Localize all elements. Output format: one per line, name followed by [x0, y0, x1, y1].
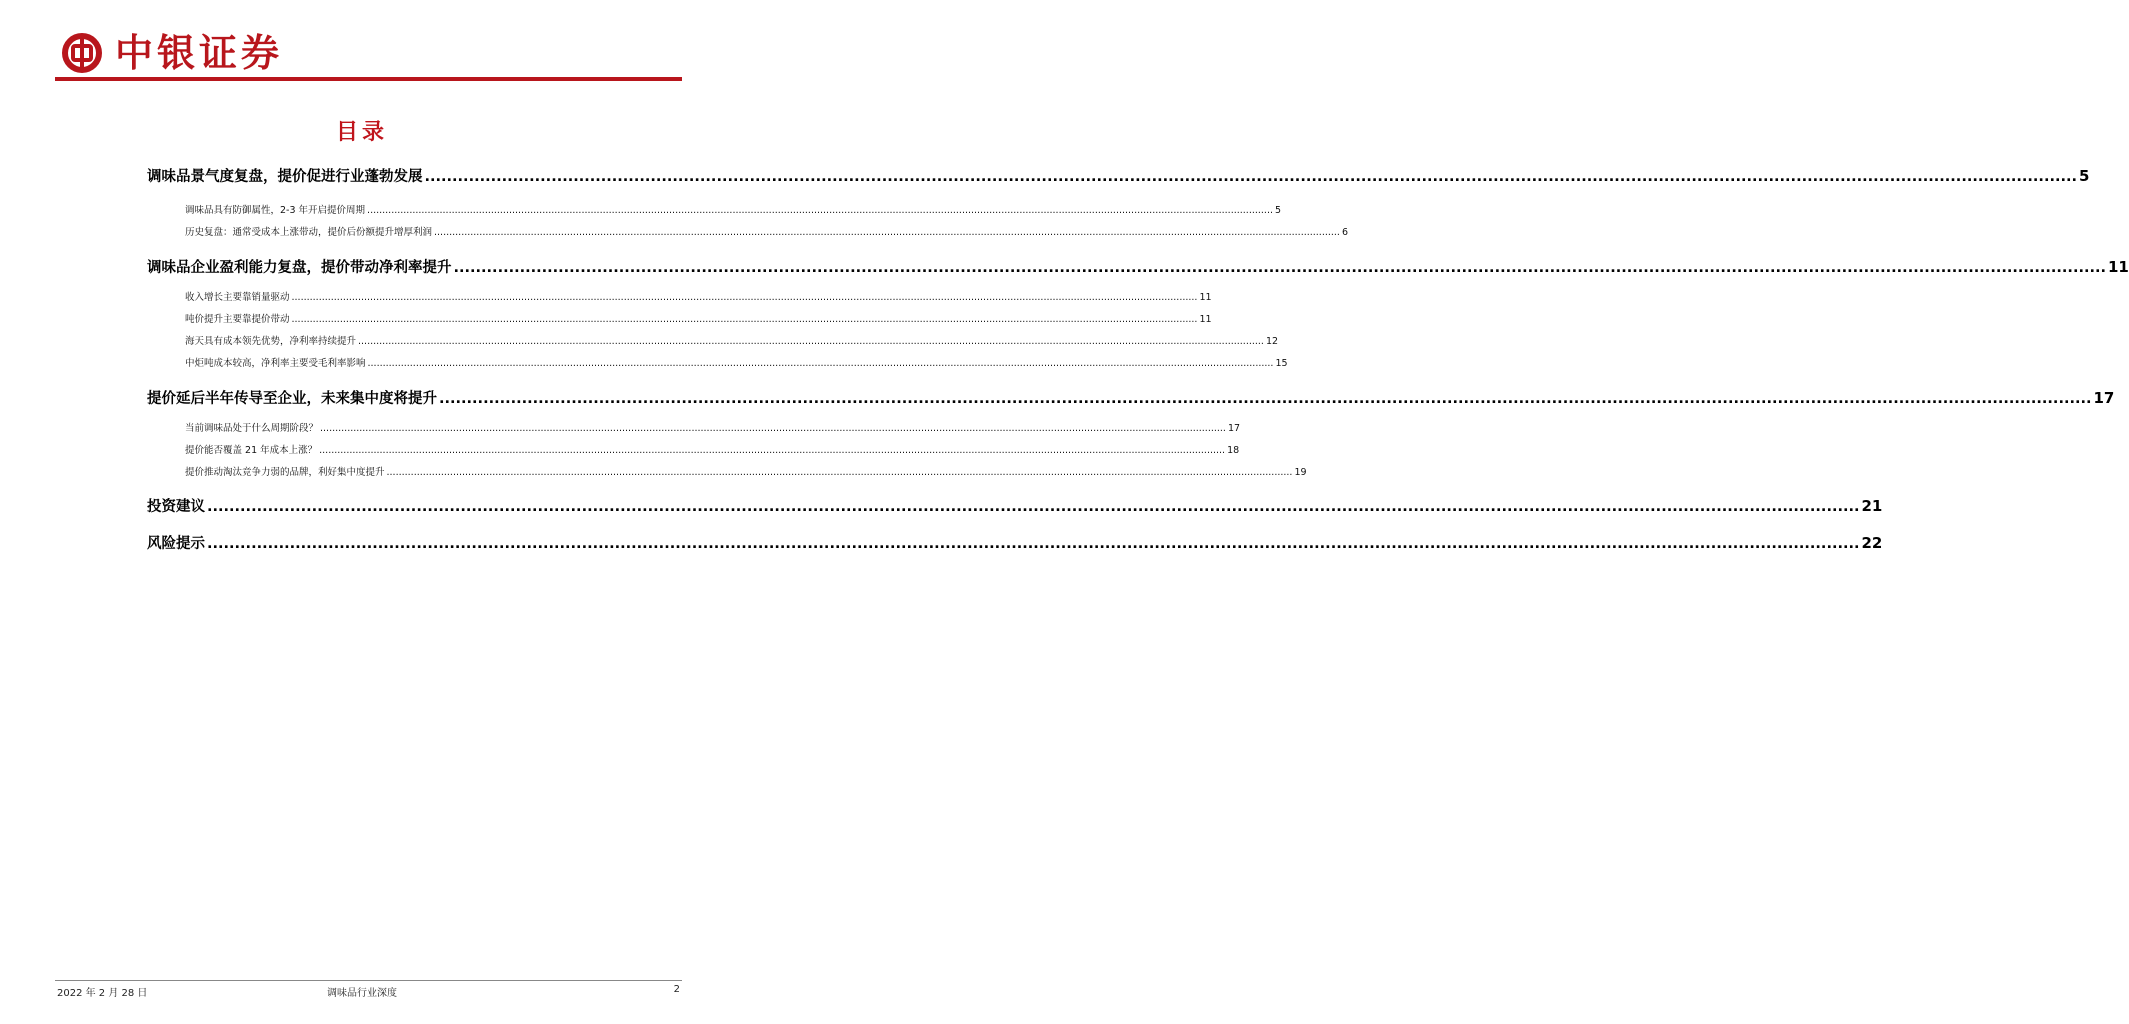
- toc-entry-page: 5: [1274, 205, 1282, 216]
- toc-subsection-entry[interactable]: [147, 464, 1307, 478]
- toc-entry-page: 17: [1227, 423, 1241, 434]
- toc-entry-label: 提价推动淘汰竞争力弱的品牌，利好集中度提升: [185, 467, 385, 478]
- toc-subsection-entry[interactable]: [147, 333, 1279, 347]
- toc-entry-label: 历史复盘：通常受成本上涨带动，提价后份额提升增厚利润: [185, 227, 433, 238]
- toc-entry-label: 提价能否覆盖 21 年成本上涨？: [185, 445, 318, 456]
- toc-leader-dots: ............................................................................................................................................................................................................................................................................................................: [358, 336, 1264, 347]
- toc-entry-label: 提价延后半年传导至企业，未来集中度将提升: [147, 391, 437, 407]
- toc-entry-page: 21: [1861, 497, 1883, 515]
- footer-date: 2022 年 2 月 28 日: [57, 988, 148, 999]
- toc-entry-page: 15: [1275, 358, 1288, 369]
- toc-subsection-entry[interactable]: [147, 442, 1240, 456]
- footer-page-number: 2: [673, 984, 680, 995]
- toc-entry-label: 当前调味品处于什么周期阶段？: [185, 423, 319, 434]
- toc-leader-dots: ............................................................................................................................................................................................................................................................................................................: [207, 536, 1860, 552]
- header-divider: [55, 77, 682, 81]
- toc-entry-page: 12: [1265, 336, 1279, 347]
- toc-leader-dots: ............................................................................................................................................................................................................................................................................................................: [367, 205, 1273, 216]
- toc-subsection-entry[interactable]: [147, 224, 1348, 238]
- toc-entry-label: 风险提示: [147, 536, 205, 552]
- toc-entry-label: 吨价提升主要靠提价带动: [185, 314, 290, 325]
- toc-leader-dots: ............................................................................................................................................................................................................................................................................................................: [386, 467, 1293, 478]
- toc-section-entry[interactable]: [147, 532, 1883, 553]
- toc-leader-dots: ............................................................................................................................................................................................................................................................................................................: [367, 358, 1274, 369]
- toc-leader-dots: ............................................................................................................................................................................................................................................................................................................: [434, 227, 1340, 238]
- toc-entry-label: 调味品具有防御属性，2-3 年开启提价周期: [185, 205, 366, 216]
- toc-entry-page: 22: [1861, 534, 1883, 552]
- toc-leader-dots: ............................................................................................................................................................................................................................................................................................................: [207, 499, 1860, 515]
- toc-title: 目录: [335, 120, 388, 145]
- toc-leader-dots: ............................................................................................................................................................................................................................................................................................................: [424, 169, 2077, 185]
- toc-section-entry[interactable]: [147, 165, 2090, 186]
- toc-entry-label: 收入增长主要靠销量驱动: [185, 292, 290, 303]
- toc-subsection-entry[interactable]: [147, 202, 1282, 216]
- toc-entry-page: 6: [1341, 227, 1348, 238]
- toc-entry-page: 5: [2079, 167, 2090, 185]
- toc-leader-dots: ............................................................................................................................................................................................................................................................................................................: [453, 260, 2106, 276]
- bank-of-china-logo-icon: [61, 32, 103, 74]
- toc-leader-dots: ............................................................................................................................................................................................................................................................................................................: [439, 391, 2092, 407]
- toc-subsection-entry[interactable]: [147, 289, 1212, 303]
- footer-report-title: 调味品行业深度: [327, 988, 397, 999]
- footer-divider: [55, 980, 682, 981]
- toc-subsection-entry[interactable]: [147, 311, 1212, 325]
- toc-leader-dots: ............................................................................................................................................................................................................................................................................................................: [319, 445, 1226, 456]
- toc-section-entry[interactable]: [147, 495, 1883, 516]
- toc-entry-label: 中炬吨成本较高，净利率主要受毛利率影响: [185, 358, 366, 369]
- toc-subsection-entry[interactable]: [147, 355, 1288, 369]
- brand-name: 中银证券: [115, 30, 284, 75]
- toc-entry-page: 11: [1199, 292, 1212, 303]
- toc-entry-label: 调味品企业盈利能力复盘，提价带动净利率提升: [147, 260, 452, 276]
- toc-entry-page: 19: [1294, 467, 1307, 478]
- toc-entry-page: 11: [1199, 314, 1212, 325]
- toc-entry-label: 投资建议: [147, 499, 205, 515]
- toc-leader-dots: ............................................................................................................................................................................................................................................................................................................: [291, 314, 1198, 325]
- toc-leader-dots: ............................................................................................................................................................................................................................................................................................................: [320, 423, 1226, 434]
- toc-entry-page: 18: [1227, 445, 1240, 456]
- toc-subsection-entry[interactable]: [147, 420, 1241, 434]
- toc-leader-dots: ............................................................................................................................................................................................................................................................................................................: [291, 292, 1198, 303]
- toc-entry-page: 11: [2108, 258, 2129, 276]
- toc-section-entry[interactable]: [147, 387, 2115, 408]
- toc-entry-page: 17: [2093, 389, 2115, 407]
- toc-entry-label: 调味品景气度复盘，提价促进行业蓬勃发展: [147, 169, 423, 185]
- toc-section-entry[interactable]: [147, 256, 2129, 277]
- toc-entry-label: 海天具有成本领先优势，净利率持续提升: [185, 336, 357, 347]
